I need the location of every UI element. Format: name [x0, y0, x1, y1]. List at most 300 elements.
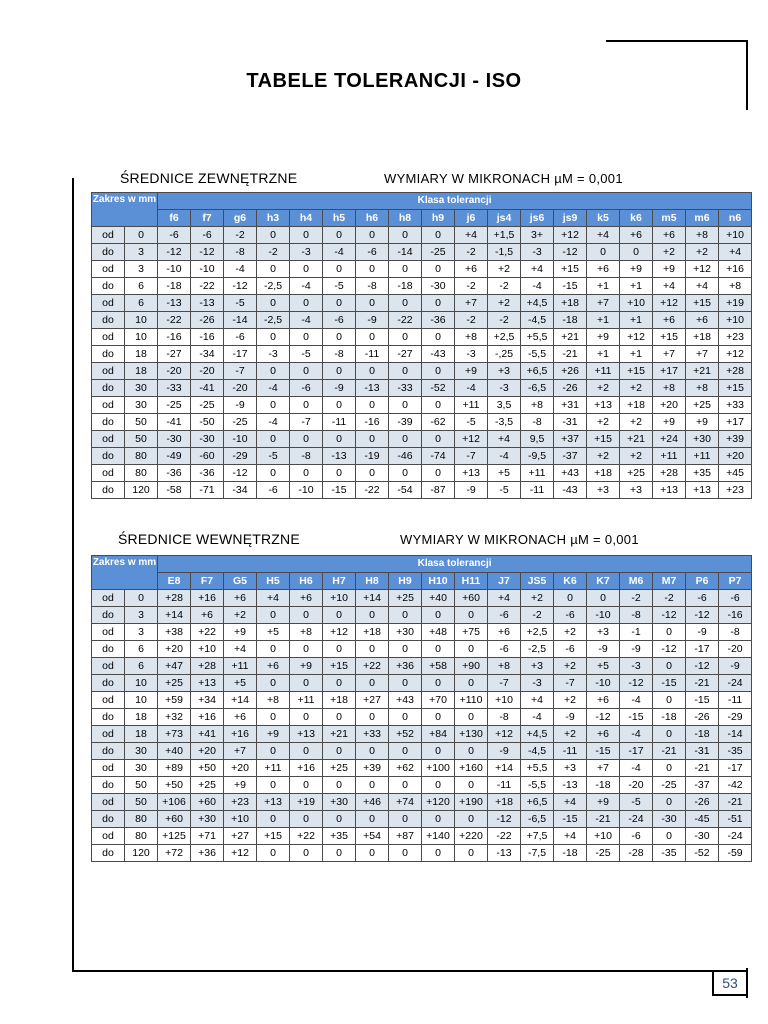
deviation-lower: -12	[224, 278, 257, 295]
deviation-upper: 0	[422, 431, 455, 448]
deviation-upper: +84	[422, 726, 455, 743]
deviation-lower: +8	[719, 278, 752, 295]
deviation-lower: 0	[422, 743, 455, 760]
range-from: 30	[125, 397, 158, 414]
deviation-upper: +4	[554, 794, 587, 811]
deviation-lower: 0	[356, 641, 389, 658]
deviation-upper: 0	[290, 397, 323, 414]
deviation-upper: 0	[290, 227, 323, 244]
od-label: od	[92, 726, 125, 743]
deviation-upper: +12	[620, 329, 653, 346]
deviation-upper: -21	[686, 760, 719, 777]
deviation-lower: -7,5	[521, 845, 554, 862]
deviation-upper: +31	[554, 397, 587, 414]
deviation-upper: +36	[389, 658, 422, 675]
od-label: od	[92, 794, 125, 811]
do-label: do	[92, 811, 125, 828]
deviation-upper: +7	[455, 295, 488, 312]
tolerance-class-header: J7	[488, 573, 521, 590]
tolerance-class-header: K7	[587, 573, 620, 590]
deviation-lower: -9	[356, 312, 389, 329]
deviation-upper: -30	[686, 828, 719, 845]
deviation-upper: -16	[191, 329, 224, 346]
deviation-upper: -6	[224, 329, 257, 346]
deviation-upper: +25	[686, 397, 719, 414]
deviation-upper: 0	[389, 431, 422, 448]
deviation-upper: -4	[224, 261, 257, 278]
deviation-lower: +17	[719, 414, 752, 431]
deviation-upper: +18	[554, 295, 587, 312]
tolerance-class-header: K6	[554, 573, 587, 590]
deviation-lower: -25	[422, 244, 455, 261]
deviation-lower: -11	[521, 482, 554, 499]
deviation-lower: -10	[587, 675, 620, 692]
deviation-upper: +8	[686, 227, 719, 244]
deviation-upper: +73	[158, 726, 191, 743]
deviation-lower: -22	[158, 312, 191, 329]
deviation-lower: -4	[521, 278, 554, 295]
deviation-lower: +2	[587, 380, 620, 397]
deviation-upper: +1,5	[488, 227, 521, 244]
deviation-lower: -12	[554, 244, 587, 261]
deviation-lower: +12	[224, 845, 257, 862]
deviation-lower: -87	[422, 482, 455, 499]
deviation-lower: -11	[554, 743, 587, 760]
od-label: od	[92, 828, 125, 845]
deviation-upper: -4	[620, 692, 653, 709]
table-row-lower	[92, 709, 752, 726]
deviation-upper: -21	[719, 794, 752, 811]
deviation-lower: -4	[521, 709, 554, 726]
range-from: 50	[125, 794, 158, 811]
deviation-upper: +24	[653, 431, 686, 448]
deviation-lower: +4	[653, 278, 686, 295]
deviation-upper: -9	[686, 624, 719, 641]
deviation-upper: -8	[719, 624, 752, 641]
deviation-lower: 0	[422, 845, 455, 862]
od-label: od	[92, 658, 125, 675]
deviation-upper: +60	[191, 794, 224, 811]
deviation-lower: -43	[554, 482, 587, 499]
deviation-upper: +4	[521, 692, 554, 709]
deviation-lower: -,25	[488, 346, 521, 363]
deviation-upper: +6	[257, 658, 290, 675]
deviation-upper: 0	[653, 794, 686, 811]
deviation-lower: 0	[422, 641, 455, 658]
range-from: 6	[125, 295, 158, 312]
outer-tolerance-table	[91, 192, 752, 499]
deviation-upper: 9,5	[521, 431, 554, 448]
deviation-upper: 0	[290, 465, 323, 482]
deviation-upper: +34	[191, 692, 224, 709]
table-row-lower	[92, 675, 752, 692]
deviation-lower: -15	[587, 743, 620, 760]
tolerance-class-header: js6	[521, 210, 554, 227]
range-from: 3	[125, 261, 158, 278]
deviation-lower: -2	[521, 607, 554, 624]
deviation-upper: +33	[356, 726, 389, 743]
tolerance-class-header: H5	[257, 573, 290, 590]
deviation-upper: 0	[653, 726, 686, 743]
deviation-lower: 0	[290, 777, 323, 794]
deviation-lower: +20	[158, 641, 191, 658]
deviation-lower: 0	[323, 709, 356, 726]
do-label: do	[92, 380, 125, 397]
deviation-lower: 0	[257, 641, 290, 658]
deviation-lower: 0	[422, 777, 455, 794]
deviation-lower: -52	[422, 380, 455, 397]
deviation-lower: -2	[257, 244, 290, 261]
deviation-upper: 0	[323, 397, 356, 414]
deviation-lower: -5	[455, 414, 488, 431]
deviation-upper: 0	[356, 295, 389, 312]
deviation-upper: +46	[356, 794, 389, 811]
deviation-upper: -25	[158, 397, 191, 414]
page-number: 53	[722, 975, 738, 991]
deviation-lower: +4	[719, 244, 752, 261]
deviation-lower: 0	[323, 607, 356, 624]
deviation-upper: -24	[719, 828, 752, 845]
deviation-lower: -12	[653, 607, 686, 624]
tolerance-class-header: H9	[389, 573, 422, 590]
deviation-lower: +2	[620, 414, 653, 431]
deviation-upper: +5	[257, 624, 290, 641]
range-to: 6	[125, 278, 158, 295]
table-row-lower	[92, 244, 752, 261]
deviation-upper: +27	[224, 828, 257, 845]
tolerance-class-header: h5	[323, 210, 356, 227]
do-label: do	[92, 278, 125, 295]
deviation-lower: 0	[389, 811, 422, 828]
od-label: od	[92, 624, 125, 641]
deviation-lower: -4	[290, 278, 323, 295]
deviation-upper: +70	[422, 692, 455, 709]
class-names-row	[92, 210, 752, 227]
deviation-lower: -8	[290, 448, 323, 465]
deviation-lower: 0	[389, 777, 422, 794]
range-to: 30	[125, 743, 158, 760]
deviation-lower: +6	[653, 312, 686, 329]
range-to: 10	[125, 312, 158, 329]
deviation-upper: +54	[356, 828, 389, 845]
deviation-upper: +21	[554, 329, 587, 346]
deviation-lower: +2	[653, 244, 686, 261]
deviation-lower: 0	[455, 845, 488, 862]
deviation-lower: 0	[455, 777, 488, 794]
deviation-lower: -4,5	[521, 312, 554, 329]
deviation-lower: +7	[653, 346, 686, 363]
deviation-lower: -33	[389, 380, 422, 397]
deviation-lower: -3	[257, 346, 290, 363]
table-row-upper	[92, 227, 752, 244]
deviation-upper: +5	[587, 658, 620, 675]
deviation-upper: +10	[719, 227, 752, 244]
range-to: 80	[125, 811, 158, 828]
deviation-upper: 0	[323, 227, 356, 244]
deviation-upper: +12	[323, 624, 356, 641]
deviation-lower: -27	[158, 346, 191, 363]
deviation-lower: -8	[488, 709, 521, 726]
deviation-lower: +13	[191, 675, 224, 692]
deviation-lower: -13	[356, 380, 389, 397]
table-row-lower	[92, 414, 752, 431]
table-row-upper	[92, 363, 752, 380]
od-label: od	[92, 397, 125, 414]
deviation-upper: +74	[389, 794, 422, 811]
left-frame-line	[72, 178, 74, 972]
deviation-upper: +40	[422, 590, 455, 607]
range-to: 6	[125, 641, 158, 658]
deviation-upper: -25	[191, 397, 224, 414]
deviation-lower: 0	[455, 675, 488, 692]
deviation-upper: +100	[422, 760, 455, 777]
deviation-lower: -12	[620, 675, 653, 692]
range-to: 18	[125, 709, 158, 726]
deviation-upper: +25	[323, 760, 356, 777]
deviation-upper: +2,5	[488, 329, 521, 346]
deviation-lower: -39	[389, 414, 422, 431]
deviation-upper: +11	[257, 760, 290, 777]
deviation-upper: +6	[290, 590, 323, 607]
deviation-lower: -7	[554, 675, 587, 692]
deviation-lower: +2	[686, 244, 719, 261]
deviation-upper: 0	[257, 465, 290, 482]
table-row-upper	[92, 794, 752, 811]
range-header: Zakres w mm	[92, 193, 158, 227]
tolerance-class-header: n6	[719, 210, 752, 227]
deviation-lower: 0	[422, 811, 455, 828]
deviation-lower: -7	[488, 675, 521, 692]
deviation-upper: +4	[521, 261, 554, 278]
deviation-upper: 0	[356, 261, 389, 278]
deviation-lower: -9	[488, 743, 521, 760]
od-label: od	[92, 465, 125, 482]
deviation-lower: -3,5	[488, 414, 521, 431]
deviation-lower: 0	[323, 641, 356, 658]
deviation-upper: +17	[653, 363, 686, 380]
deviation-lower: -41	[158, 414, 191, 431]
deviation-lower: 0	[455, 607, 488, 624]
table-row-upper	[92, 329, 752, 346]
deviation-lower: -35	[719, 743, 752, 760]
deviation-lower: -4,5	[521, 743, 554, 760]
deviation-upper: +47	[158, 658, 191, 675]
deviation-lower: +1	[587, 346, 620, 363]
deviation-lower: -26	[554, 380, 587, 397]
table-row-lower	[92, 380, 752, 397]
deviation-lower: -2,5	[257, 278, 290, 295]
deviation-upper: +9	[290, 658, 323, 675]
deviation-lower: -8	[620, 607, 653, 624]
deviation-lower: +11	[686, 448, 719, 465]
deviation-upper: +4,5	[521, 295, 554, 312]
deviation-lower: -36	[422, 312, 455, 329]
deviation-upper: -6	[719, 590, 752, 607]
deviation-upper: +6	[587, 726, 620, 743]
range-to: 120	[125, 482, 158, 499]
deviation-upper: +5,5	[521, 329, 554, 346]
range-from: 18	[125, 363, 158, 380]
deviation-upper: +21	[323, 726, 356, 743]
deviation-upper: +190	[455, 794, 488, 811]
range-to: 50	[125, 777, 158, 794]
deviation-lower: -12	[191, 244, 224, 261]
deviation-upper: +140	[422, 828, 455, 845]
do-label: do	[92, 743, 125, 760]
tolerance-class-header: P6	[686, 573, 719, 590]
deviation-upper: +6	[620, 227, 653, 244]
deviation-lower: -6	[356, 244, 389, 261]
deviation-lower: -8	[323, 346, 356, 363]
deviation-upper: +35	[686, 465, 719, 482]
deviation-upper: -15	[686, 692, 719, 709]
deviation-lower: -5	[257, 448, 290, 465]
deviation-lower: -37	[686, 777, 719, 794]
deviation-lower: -30	[653, 811, 686, 828]
deviation-upper: 3,5	[488, 397, 521, 414]
deviation-upper: +18	[620, 397, 653, 414]
deviation-upper: +15	[554, 261, 587, 278]
deviation-upper: +9	[620, 261, 653, 278]
deviation-lower: -4	[323, 244, 356, 261]
deviation-lower: -19	[356, 448, 389, 465]
deviation-upper: -6	[686, 590, 719, 607]
deviation-upper: +28	[719, 363, 752, 380]
deviation-upper: 0	[389, 363, 422, 380]
deviation-upper: +7	[587, 760, 620, 777]
header-row	[92, 556, 752, 573]
deviation-upper: -6	[620, 828, 653, 845]
table-row-lower	[92, 845, 752, 862]
deviation-upper: +28	[653, 465, 686, 482]
deviation-upper: 0	[323, 431, 356, 448]
deviation-upper: +110	[455, 692, 488, 709]
tolerance-class-header: m6	[686, 210, 719, 227]
deviation-lower: -18	[587, 777, 620, 794]
deviation-upper: +10	[620, 295, 653, 312]
deviation-lower: +3	[620, 482, 653, 499]
deviation-lower: 0	[257, 845, 290, 862]
deviation-upper: 3+	[521, 227, 554, 244]
deviation-lower: 0	[587, 244, 620, 261]
deviation-upper: +45	[719, 465, 752, 482]
deviation-lower: -4	[455, 380, 488, 397]
deviation-upper: +8	[257, 692, 290, 709]
deviation-upper: +90	[455, 658, 488, 675]
deviation-lower: -10	[290, 482, 323, 499]
deviation-upper: +10	[587, 828, 620, 845]
deviation-upper: +9	[587, 329, 620, 346]
deviation-lower: -8	[521, 414, 554, 431]
deviation-lower: -14	[224, 312, 257, 329]
deviation-lower: +1	[587, 278, 620, 295]
deviation-lower: -22	[356, 482, 389, 499]
deviation-lower: -27	[389, 346, 422, 363]
range-to: 80	[125, 448, 158, 465]
deviation-lower: 0	[257, 675, 290, 692]
tolerance-class-header: h6	[356, 210, 389, 227]
range-from: 0	[125, 227, 158, 244]
deviation-lower: +40	[158, 743, 191, 760]
deviation-upper: +12	[686, 261, 719, 278]
deviation-upper: +18	[323, 692, 356, 709]
table-row-lower	[92, 641, 752, 658]
deviation-lower: 0	[290, 607, 323, 624]
table-row-lower	[92, 278, 752, 295]
od-label: od	[92, 363, 125, 380]
deviation-lower: 0	[389, 709, 422, 726]
deviation-lower: -37	[554, 448, 587, 465]
deviation-upper: +12	[554, 227, 587, 244]
deviation-upper: +48	[422, 624, 455, 641]
deviation-lower: -24	[719, 675, 752, 692]
deviation-lower: +20	[719, 448, 752, 465]
deviation-lower: -4	[488, 448, 521, 465]
deviation-upper: -9	[719, 658, 752, 675]
deviation-upper: +11	[455, 397, 488, 414]
tolerance-class-header: H11	[455, 573, 488, 590]
deviation-lower: +13	[653, 482, 686, 499]
deviation-lower: +9	[686, 414, 719, 431]
deviation-upper: +15	[686, 295, 719, 312]
tolerance-class-header: js4	[488, 210, 521, 227]
deviation-lower: -18	[653, 709, 686, 726]
deviation-upper: +35	[323, 828, 356, 845]
deviation-upper: +39	[719, 431, 752, 448]
deviation-upper: +23	[719, 329, 752, 346]
deviation-lower: +14	[158, 607, 191, 624]
range-from: 6	[125, 658, 158, 675]
deviation-lower: -13	[488, 845, 521, 862]
deviation-lower: 0	[257, 607, 290, 624]
deviation-lower: -60	[191, 448, 224, 465]
od-label: od	[92, 261, 125, 278]
deviation-upper: +4	[257, 590, 290, 607]
deviation-lower: -9	[455, 482, 488, 499]
deviation-upper: 0	[257, 295, 290, 312]
deviation-lower: -21	[587, 811, 620, 828]
deviation-lower: -43	[422, 346, 455, 363]
deviation-upper: 0	[587, 590, 620, 607]
deviation-lower: -5	[323, 278, 356, 295]
deviation-lower: 0	[290, 743, 323, 760]
range-to: 10	[125, 675, 158, 692]
deviation-upper: +15	[323, 658, 356, 675]
deviation-lower: +13	[686, 482, 719, 499]
deviation-lower: -3	[521, 244, 554, 261]
table-row-lower	[92, 811, 752, 828]
deviation-lower: -25	[224, 414, 257, 431]
do-label: do	[92, 709, 125, 726]
deviation-upper: -2	[653, 590, 686, 607]
outer-section-units: WYMIARY W MIKRONACH µM = 0,001	[384, 171, 623, 186]
deviation-upper: 0	[323, 295, 356, 312]
deviation-lower: 0	[290, 675, 323, 692]
deviation-lower: 0	[323, 777, 356, 794]
deviation-upper: 0	[290, 295, 323, 312]
deviation-lower: -41	[191, 380, 224, 397]
deviation-upper: +22	[290, 828, 323, 845]
range-header: Zakres w mm	[92, 556, 158, 590]
deviation-lower: +32	[158, 709, 191, 726]
deviation-upper: +23	[224, 794, 257, 811]
deviation-lower: -58	[158, 482, 191, 499]
inner-section-title: ŚREDNICE WEWNĘTRZNE	[118, 531, 300, 547]
table-row-upper	[92, 590, 752, 607]
deviation-upper: +8	[455, 329, 488, 346]
deviation-lower: -6	[554, 607, 587, 624]
deviation-lower: -50	[191, 414, 224, 431]
